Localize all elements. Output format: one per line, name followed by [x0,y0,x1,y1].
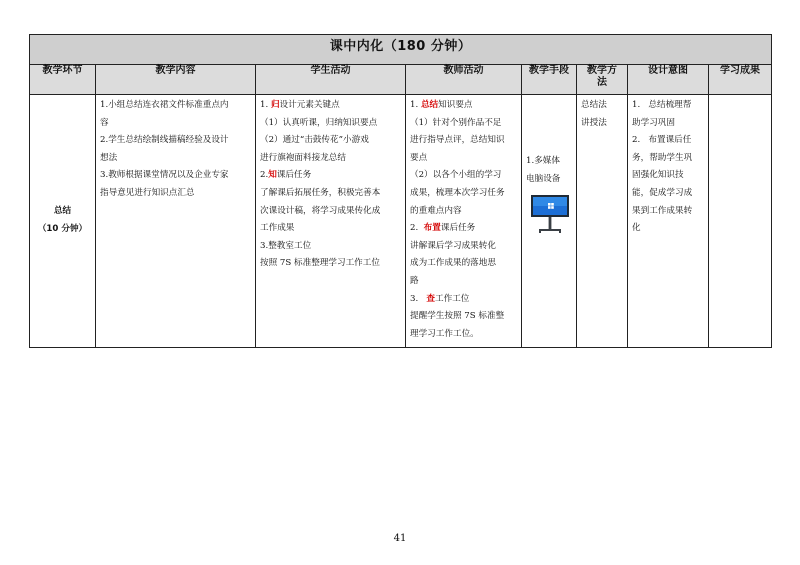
intent-line: 能，促成学习成 [632,187,693,198]
line-text: 课后任务 [440,223,476,234]
highlight-keyword: 查 [426,293,436,304]
highlight-keyword: 布置 [423,223,441,234]
teacher-line: （2）以各个小组的学习 [410,170,502,181]
header-teacher-activity: 教师活动 [406,65,522,95]
teacher-line: 路 [410,275,419,286]
student-line: （2）通过“击鼓传花”小游戏 [260,135,369,146]
content-line: 3.教师根据课堂情况以及企业专家 [100,170,229,181]
student-line: （1）认真听课，归纳知识要点 [260,117,378,128]
stage-duration: （10 分钟） [37,224,88,234]
teacher-line: 讲解课后学习成果转化 [410,240,496,251]
header-design-intent: 设计意图 [628,65,709,95]
teacher-line [410,97,518,115]
line-text: 知识要点 [438,100,473,110]
teacher-line: 理学习工作工位。 [410,328,479,339]
content-line: 指导意见进行知识点汇总 [100,187,195,198]
method-line: 讲授法 [581,117,607,128]
header-teaching-method: 教学方法 [577,65,628,95]
teacher-line [410,220,518,238]
student-line: 工作成果 [260,223,295,234]
content-cell [96,95,256,348]
student-activity-cell [256,95,406,348]
teacher-line [410,291,518,309]
header-learning-outcome: 学习成果 [709,65,772,95]
list-number: 3. [410,293,427,304]
header-row [30,65,772,95]
content-line: 2.学生总结绘制线描稿经验及设计 [100,135,229,146]
interactive-display-icon [530,194,570,234]
line-text: 工作工位 [435,293,470,304]
means-line: 电脑设备 [526,173,561,184]
intent-line: 固强化知识技 [632,170,684,181]
teaching-method-cell [577,95,628,348]
teacher-line: 成为工作成果的落地思 [410,258,496,269]
lesson-plan-table [29,34,772,348]
highlight-keyword: 总结 [420,100,439,110]
header-stage: 教学环节 [30,65,96,95]
student-line: 3.整教室工位 [260,240,312,251]
intent-line: 2. 布置课后任 [632,135,692,146]
student-line: 进行旗袍面料接龙总结 [260,152,346,163]
content-line: 想法 [100,152,118,163]
list-number: 1. [260,100,271,110]
stage-cell [30,95,96,348]
page-number: 41 [393,533,407,544]
teacher-line: 要点 [410,152,428,163]
header-content: 教学内容 [96,65,256,95]
student-line [260,167,402,185]
student-line: 次课设计稿，将学习成果传化成 [260,205,381,216]
intent-line: 果到工作成果转 [632,205,693,216]
list-number: 2. [260,170,269,181]
intent-line: 1. 总结梳理帮 [632,100,692,110]
learning-outcome-cell [709,95,772,348]
summary-row [30,95,772,348]
teacher-activity-cell [406,95,522,348]
list-number: 2. [410,223,424,234]
teacher-line: 成果，梳理本次学习任务 [410,187,505,198]
student-line [260,97,402,115]
line-text: 设计元素关键点 [279,100,340,110]
stage-name: 总结 [53,206,72,217]
line-text: 课后任务 [276,170,312,181]
highlight-keyword: 归 [270,100,280,110]
content-line: 容 [100,117,109,128]
design-intent-cell [628,95,709,348]
method-line: 总结法 [581,100,607,110]
teacher-line: 的重难点内容 [410,205,462,216]
table-title: 课中内化（180 分钟） [30,35,772,65]
means-line: 1.多媒体 [526,156,560,166]
teacher-line: （1）针对个别作品不足 [410,117,502,128]
header-student-activity: 学生活动 [256,65,406,95]
intent-line: 务，帮助学生巩 [632,152,693,163]
content-line: 1.小组总结连衣裙文件标准重点内 [100,100,229,110]
highlight-keyword: 知 [268,170,277,181]
teacher-line: 进行指导点评，总结知识 [410,135,505,146]
student-line: 了解课后拓展任务，积极完善本 [260,187,381,198]
student-line: 按照 7S 标准整理学习工作工位 [260,258,380,269]
teacher-line: 提醒学生按照 7S 标准整 [410,311,505,322]
header-teaching-means: 教学手段 [522,65,577,95]
intent-line: 化 [632,223,641,234]
intent-line: 助学习巩固 [632,117,675,128]
teaching-means-cell [522,95,577,348]
list-number: 1. [410,100,421,110]
